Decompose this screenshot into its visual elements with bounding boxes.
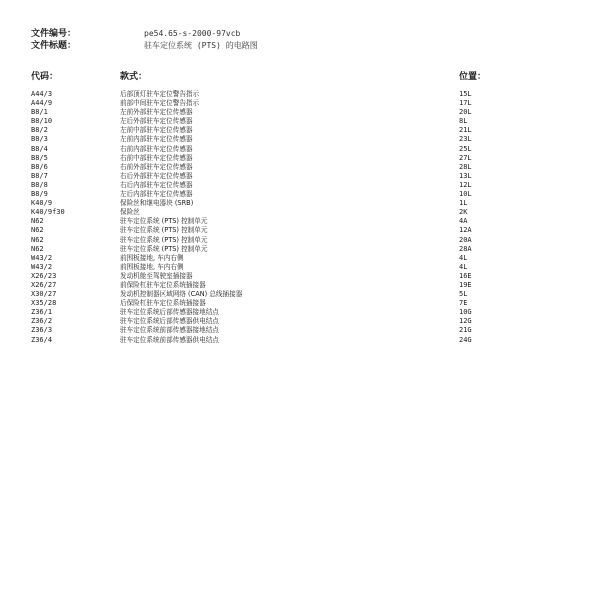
doc-title-line xyxy=(31,40,258,52)
component-code: N62 xyxy=(31,235,44,244)
component-desc: 驻车定位系统后部传感器供电结点 xyxy=(120,317,219,326)
component-code: N62 xyxy=(31,217,44,226)
component-code: Z36/1 xyxy=(31,308,53,317)
component-position: 4L xyxy=(459,253,468,262)
component-desc: 保险丝和继电器块 (SRB) xyxy=(120,199,194,208)
doc-number-value: pe54.65-s-2000-97vcb xyxy=(144,29,241,38)
list-item xyxy=(31,117,591,126)
list-item xyxy=(31,317,591,326)
component-code: Z36/2 xyxy=(31,317,53,326)
list-item xyxy=(31,181,591,190)
component-desc: 驻车定位系统 (PTS) 控制单元 xyxy=(120,217,208,226)
list-item xyxy=(31,190,591,199)
doc-number-line xyxy=(31,28,240,40)
component-desc: 驻车定位系统 (PTS) 控制单元 xyxy=(120,226,208,235)
component-code: K40/9 xyxy=(31,199,53,208)
component-desc: 右前内部驻车定位传感器 xyxy=(120,144,193,153)
component-code: B8/7 xyxy=(31,171,48,180)
component-code: B8/2 xyxy=(31,126,48,135)
list-item xyxy=(31,99,591,108)
component-code: B8/9 xyxy=(31,190,48,199)
component-position: 12G xyxy=(459,317,472,326)
component-desc: 前围板接地, 车内右侧 xyxy=(120,262,184,271)
component-position: 7E xyxy=(459,299,468,308)
component-position: 17L xyxy=(459,99,472,108)
component-code: B8/6 xyxy=(31,162,48,171)
list-item xyxy=(31,208,591,217)
component-desc: 发动机控制器区域网络 (CAN) 总线插接器 xyxy=(120,290,243,299)
component-code: A44/9 xyxy=(31,99,53,108)
component-position: 13L xyxy=(459,171,472,180)
component-desc: 左后内部驻车定位传感器 xyxy=(120,190,193,199)
component-code: B8/4 xyxy=(31,144,48,153)
list-item xyxy=(31,145,591,154)
list-item xyxy=(31,308,591,317)
component-position: 10L xyxy=(459,190,472,199)
component-desc: 驻车定位系统前部传感器供电结点 xyxy=(120,335,219,344)
component-position: 21G xyxy=(459,326,472,335)
component-position: 2K xyxy=(459,208,468,217)
list-item xyxy=(31,281,591,290)
component-desc: 左前中部驻车定位传感器 xyxy=(120,126,193,135)
component-code: B8/5 xyxy=(31,153,48,162)
component-code: W43/2 xyxy=(31,253,53,262)
list-item xyxy=(31,108,591,117)
component-position: 8L xyxy=(459,117,468,126)
component-position: 16E xyxy=(459,271,472,280)
component-code: X26/23 xyxy=(31,271,57,280)
component-code: B8/10 xyxy=(31,117,53,126)
component-position: 21L xyxy=(459,126,472,135)
component-desc: 右后内部驻车定位传感器 xyxy=(120,180,193,189)
component-desc: 左前内部驻车定位传感器 xyxy=(120,135,193,144)
list-item xyxy=(31,299,591,308)
column-desc-header: 款式： xyxy=(120,72,148,82)
component-desc: 左前外部驻车定位传感器 xyxy=(120,108,193,117)
list-item xyxy=(31,217,591,226)
component-desc: 驻车定位系统前部传感器接地结点 xyxy=(120,326,219,335)
component-position: 15L xyxy=(459,90,472,98)
list-item xyxy=(31,135,591,144)
list-item xyxy=(31,199,591,208)
list-item xyxy=(31,90,591,99)
component-position: 19E xyxy=(459,280,472,289)
component-code: B8/3 xyxy=(31,135,48,144)
component-code: Z36/3 xyxy=(31,326,53,335)
component-code: B8/8 xyxy=(31,180,48,189)
list-item xyxy=(31,254,591,263)
list-item xyxy=(31,272,591,281)
component-desc: 驻车定位系统 (PTS) 控制单元 xyxy=(120,244,208,253)
component-code: W43/2 xyxy=(31,262,53,271)
component-desc: 后部顶灯驻车定位警告指示 xyxy=(120,90,200,98)
component-desc: 左后外部驻车定位传感器 xyxy=(120,117,193,126)
component-desc: 后保险杠驻车定位系统插接器 xyxy=(120,299,206,308)
list-item xyxy=(31,245,591,254)
component-code: X30/27 xyxy=(31,290,57,299)
component-position: 12L xyxy=(459,180,472,189)
list-item xyxy=(31,290,591,299)
component-desc: 保险丝 xyxy=(120,208,140,217)
list-item xyxy=(31,126,591,135)
list-item xyxy=(31,236,591,245)
component-position: 20L xyxy=(459,108,472,117)
list-item xyxy=(31,326,591,335)
component-position: 24G xyxy=(459,335,472,344)
component-position: 23L xyxy=(459,135,472,144)
component-code: X35/28 xyxy=(31,299,57,308)
component-desc: 右前中部驻车定位传感器 xyxy=(120,153,193,162)
component-desc: 驻车定位系统后部传感器接地结点 xyxy=(120,308,219,317)
component-code: N62 xyxy=(31,226,44,235)
component-code: X26/27 xyxy=(31,280,57,289)
component-position: 12A xyxy=(459,226,472,235)
component-position: 28L xyxy=(459,162,472,171)
component-position: 5L xyxy=(459,290,468,299)
list-item xyxy=(31,263,591,272)
component-code: B8/1 xyxy=(31,108,48,117)
component-position: 28A xyxy=(459,244,472,253)
component-desc: 右后外部驻车定位传感器 xyxy=(120,171,193,180)
list-item xyxy=(31,172,591,181)
component-position: 4A xyxy=(459,217,468,226)
doc-title-value: 驻车定位系统 (PTS) 的电路图 xyxy=(144,41,258,50)
list-item xyxy=(31,336,591,345)
doc-number-label: 文件编号： xyxy=(31,29,77,39)
list-item xyxy=(31,154,591,163)
component-position: 27L xyxy=(459,153,472,162)
component-code: K40/9f30 xyxy=(31,208,65,217)
list-item xyxy=(31,163,591,172)
component-desc: 发动机舱至驾驶室插接器 xyxy=(120,271,193,280)
component-list xyxy=(31,90,591,345)
component-desc: 驻车定位系统 (PTS) 控制单元 xyxy=(120,235,208,244)
component-position: 10G xyxy=(459,308,472,317)
column-pos-header: 位置： xyxy=(459,72,487,82)
component-code: Z36/4 xyxy=(31,335,53,344)
component-desc: 前围板接地, 车内右侧 xyxy=(120,253,184,262)
component-position: 25L xyxy=(459,144,472,153)
component-position: 1L xyxy=(459,199,468,208)
component-desc: 右前外部驻车定位传感器 xyxy=(120,162,193,171)
component-desc: 前部中间驻车定位警告指示 xyxy=(120,99,200,108)
component-position: 20A xyxy=(459,235,472,244)
list-item xyxy=(31,226,591,235)
component-desc: 前保险杠驻车定位系统插接器 xyxy=(120,280,206,289)
component-position: 4L xyxy=(459,262,468,271)
component-code: A44/3 xyxy=(31,90,53,98)
doc-title-label: 文件标题： xyxy=(31,41,77,51)
column-code-header: 代码： xyxy=(31,72,59,82)
component-code: N62 xyxy=(31,244,44,253)
